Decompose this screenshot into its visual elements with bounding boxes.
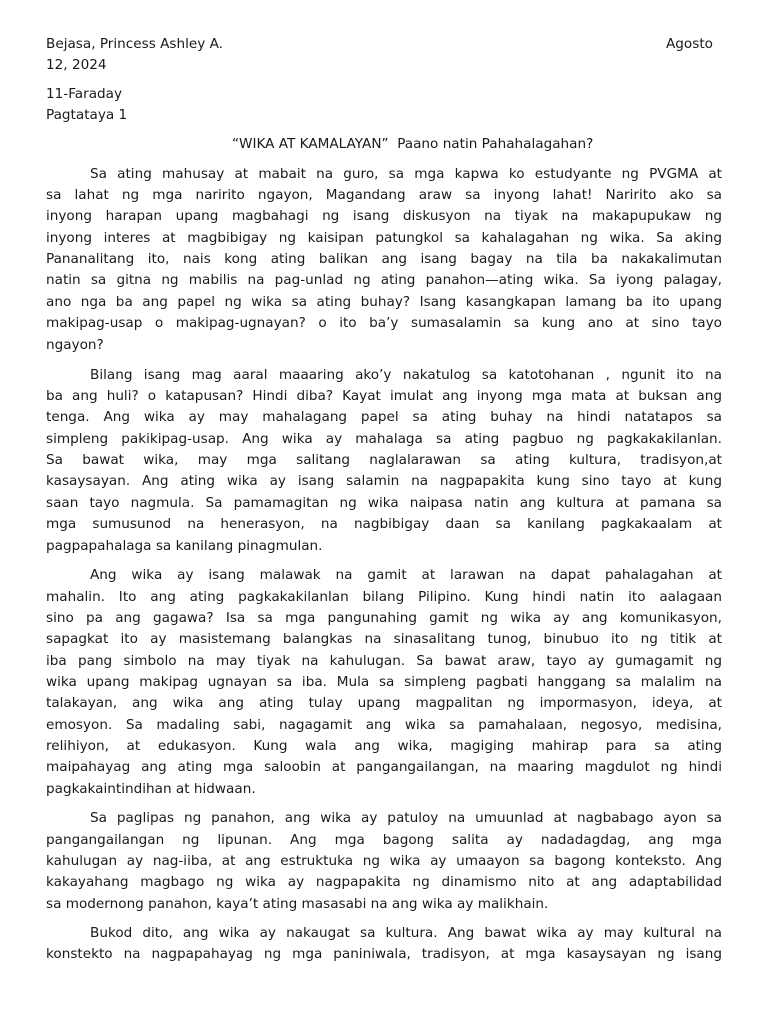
paragraph-line: kasaysayan. Ang ating wika ay isang salamin na nagpapakita kung sino tayo at kung: [46, 473, 722, 489]
paragraph-line: ano nga ba ang papel ng wika sa ating buhay? Isang kasangkapan lamang ba ito upang: [46, 294, 722, 310]
paragraph-line: Sa paglipas ng panahon, ang wika ay patuloy na umuunlad at nagbabago ayon sa: [90, 810, 722, 826]
paragraph-line: konstekto na nagpapahayag ng mga paniniwala, tradisyon, at mga kasaysayan ng isang: [46, 946, 722, 962]
document-page: [46, 0, 724, 1024]
paragraph-line: maipahayag ang ating mga saloobin at pangangailangan, na maaring magdulot ng hindi: [46, 759, 722, 775]
paragraph-line: pangangailangan ng lipunan. Ang mga bagong salita ay nadadagdag, ang mga: [46, 832, 722, 848]
paragraph-line: wika upang makipag ugnayan sa iba. Mula sa simpleng pagbati hanggang sa malalim na: [46, 674, 722, 690]
paragraph-line: simpleng pakikipag-usap. Ang wika ay mahalaga sa ating pagbuo ng pagkakakilanlan.: [46, 431, 722, 447]
paragraph-line: pagpapahalaga sa kanilang pinagmulan.: [46, 538, 323, 554]
paragraph-line: kakayahang magbago ng wika ay nagpapakita ng dinamismo nito at ang adaptabilidad: [46, 874, 722, 890]
paragraph-line: mga sumusunod na henerasyon, na nagbibigay daan sa kanilang pagkakaalam at: [46, 516, 722, 532]
paragraph-line: sa modernong panahon, kaya’t ating masasabi na ang wika ay malikhain.: [46, 896, 549, 912]
paragraph-line: talakayan, ang wika ang ating tulay upang magpalitan ng impormasyon, ideya, at: [46, 695, 722, 711]
author-name: Bejasa, Princess Ashley A.: [46, 36, 223, 52]
paragraph-line: saan tayo nagmula. Sa pamamagitan ng wika naipasa natin ang kultura at pamana sa: [46, 495, 722, 511]
paragraph-line: Bukod dito, ang wika ay nakaugat sa kultura. Ang bawat wika ay may kultural na: [90, 925, 722, 941]
paragraph-line: pagkakaintindihan at hidwaan.: [46, 781, 256, 797]
paragraph-line: Sa ating mahusay at mabait na guro, sa mga kapwa ko estudyante ng PVGMA at: [90, 166, 722, 182]
paragraph-line: makipag-usap o makipag-ugnayan? o ito ba’y sumasalamin sa kung ano at sino tayo: [46, 315, 722, 331]
paragraph-line: natin sa gitna ng mabilis na pag-unlad ng ating panahon—ating wika. Sa iyong palagay,: [46, 272, 722, 288]
paragraph-line: relihiyon, at edukasyon. Kung wala ang wika, magiging mahirap para sa ating: [46, 738, 722, 754]
paragraph-line: Bilang isang mag aaral maaaring ako’y nakatulog sa katotohanan , ngunit ito na: [90, 367, 722, 383]
paragraph-line: iba pang simbolo na may tiyak na kahulugan. Sa bawat araw, tayo ay gumagamit ng: [46, 653, 722, 669]
paragraph-line: ngayon?: [46, 337, 104, 353]
date-month: Agosto: [666, 36, 713, 52]
paragraph-line: sino pa ang gagawa? Isa sa mga pangunahing gamit ng wika ay ang komunikasyon,: [46, 610, 722, 626]
paragraph-line: tenga. Ang wika ay may mahalagang papel sa ating buhay na hindi natatapos sa: [46, 409, 722, 425]
essay-title: “WIKA AT KAMALAYAN” Paano natin Pahahalagahan?: [232, 136, 594, 152]
paragraph-line: mahalin. Ito ang ating pagkakakilanlan bilang Pilipino. Kung hindi natin ito aalagaan: [46, 589, 722, 605]
paragraph-line: sapagkat ito ay masistemang balangkas na sinasalitang tunog, binubuo ito ng titik at: [46, 631, 722, 647]
paragraph-line: ba ang huli? o katapusan? Hindi diba? Kayat imulat ang inyong mga mata at buksan ang: [46, 388, 722, 404]
section-label: 11-Faraday: [46, 86, 123, 102]
paragraph-line: sa lahat ng mga naririto ngayon, Magandang araw sa inyong lahat! Naririto ako sa: [46, 187, 722, 203]
assignment-label: Pagtataya 1: [46, 107, 128, 123]
paragraph-line: kahulugan ay nag-iiba, at ang estruktuka ng wika ay umaayon sa bagong konteksto. Ang: [46, 853, 722, 869]
paragraph-line: Pananalitang ito, nais kong ating balikan ang isang bagay na tila ba nakakalimutan: [46, 251, 722, 267]
date-day-year: 12, 2024: [46, 57, 107, 73]
paragraph-line: Sa bawat wika, may mga salitang naglalarawan sa ating kultura, tradisyon,at: [46, 452, 722, 468]
paragraph-line: emosyon. Sa madaling sabi, nagagamit ang wika sa pamahalaan, negosyo, medisina,: [46, 717, 722, 733]
paragraph-line: inyong interes at magbibigay ng kaisipan patungkol sa kahalagahan ng wika. Sa aking: [46, 230, 722, 246]
paragraph-line: Ang wika ay isang malawak na gamit at larawan na dapat pahalagahan at: [90, 567, 722, 583]
paragraph-line: inyong harapan upang magbahagi ng isang diskusyon na tiyak na makapupukaw ng: [46, 208, 722, 224]
